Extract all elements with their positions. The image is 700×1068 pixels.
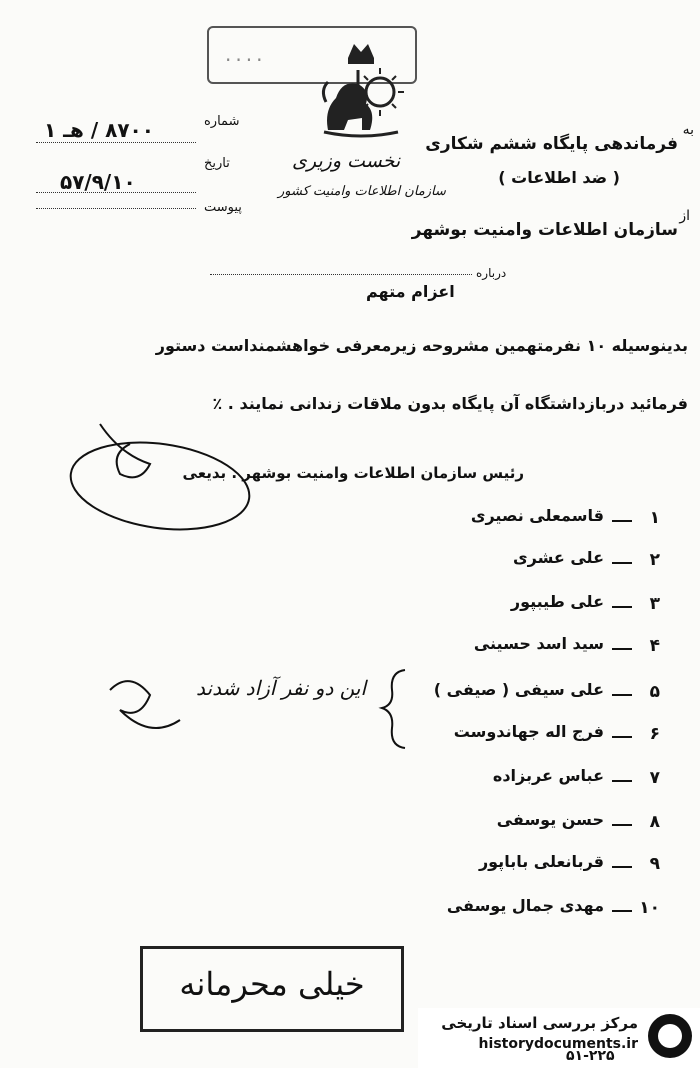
list-item-name: علی سیفی ( صیفی ) <box>433 680 604 699</box>
recipient-subline: ( ضد اطلاعات ) <box>498 168 620 187</box>
list-item <box>400 766 660 796</box>
list-item <box>400 592 660 622</box>
list-item-number: ۷ <box>649 768 660 788</box>
list-item <box>400 810 660 840</box>
watermark <box>418 1008 700 1068</box>
list-item <box>400 548 660 578</box>
document-code: ۵۱-۲۲۵ <box>566 1048 615 1064</box>
list-item <box>400 722 660 752</box>
number-dotted-line <box>36 142 196 143</box>
from-prefix: از <box>679 208 690 224</box>
ministry-line-1: نخست وزیری <box>292 150 401 172</box>
signature-line: رئیس سازمان اطلاعات وامنیت بوشهر . بدیعی <box>182 464 524 482</box>
handwritten-note: این دو نفر آزاد شدند <box>196 676 367 700</box>
number-value: ۸۷۰۰ / هـ ۱ <box>44 118 154 142</box>
lion-and-sun-emblem-icon <box>318 40 404 140</box>
classification-stamp <box>140 946 404 1032</box>
list-item-number: ۱۰ <box>639 898 660 918</box>
list-item <box>400 634 660 664</box>
list-dash <box>612 824 632 826</box>
date-value: ۵۷/۹/۱۰ <box>60 170 136 194</box>
list-item-name: قربانعلی باباپور <box>478 852 604 871</box>
list-item-number: ۶ <box>649 724 660 744</box>
list-dash <box>612 736 632 738</box>
list-item <box>400 506 660 536</box>
list-item-name: علی طیبپور <box>510 592 604 611</box>
list-dash <box>612 910 632 912</box>
list-item <box>400 852 660 882</box>
sender-line: سازمان اطلاعات وامنیت بوشهر <box>411 220 678 240</box>
list-item-name: سید اسد حسینی <box>473 634 604 653</box>
list-item-name: قاسمعلی نصیری <box>470 506 604 525</box>
received-stamp-text: .... <box>225 42 267 66</box>
body-line-2: فرمائید دربازداشتگاه آن پایگاه بدون ملاقات زندانی نمایند . ٪ <box>212 394 688 413</box>
handwritten-brace-icon <box>90 650 410 760</box>
list-item-number: ۱ <box>649 508 660 528</box>
list-dash <box>612 606 632 608</box>
list-item-number: ۹ <box>649 854 660 874</box>
list-dash <box>612 520 632 522</box>
list-item <box>400 680 660 710</box>
list-item-number: ۸ <box>649 812 660 832</box>
watermark-title: مرکز بررسی اسناد تاریخی <box>441 1014 638 1032</box>
attachment-dotted-line <box>36 208 196 209</box>
classification-text: خیلی محرمانه <box>179 965 365 1003</box>
list-item-number: ۵ <box>649 682 660 702</box>
recipient-line: فرماندهی پایگاه ششم شکاری <box>425 134 678 154</box>
archive-logo-icon <box>648 1014 692 1058</box>
subject-value: اعزام متهم <box>366 282 455 301</box>
signature-scribble-icon <box>60 414 260 534</box>
list-item-name: مهدی جمال یوسفی <box>446 896 604 915</box>
list-item-name: حسن یوسفی <box>496 810 604 829</box>
list-item-number: ۳ <box>649 594 660 614</box>
date-label: تاریخ <box>204 156 230 171</box>
attachment-label: پیوست <box>204 200 242 215</box>
ministry-line-2: سازمان اطلاعات وامنیت کشور <box>278 184 446 199</box>
list-item-name: عباس عربزاده <box>492 766 604 785</box>
subject-dotted-line <box>210 274 472 275</box>
list-item <box>400 896 660 926</box>
list-dash <box>612 780 632 782</box>
list-item-name: علی عشری <box>512 548 604 567</box>
subject-label: درباره <box>476 266 507 280</box>
list-item-number: ۲ <box>649 550 660 570</box>
list-dash <box>612 562 632 564</box>
list-item-number: ۴ <box>649 636 660 656</box>
body-line-1: بدینوسیله ۱۰ نفرمتهمین مشروحه زیرمعرفی خواهشمنداست دستور <box>155 336 688 355</box>
to-prefix: به <box>682 122 694 138</box>
number-label: شماره <box>204 114 240 129</box>
list-dash <box>612 866 632 868</box>
date-dotted-line <box>36 192 196 193</box>
list-dash <box>612 694 632 696</box>
list-item-name: فرج اله جهاندوست <box>453 722 604 741</box>
list-dash <box>612 648 632 650</box>
watermark-url: historydocuments.ir <box>478 1036 638 1052</box>
